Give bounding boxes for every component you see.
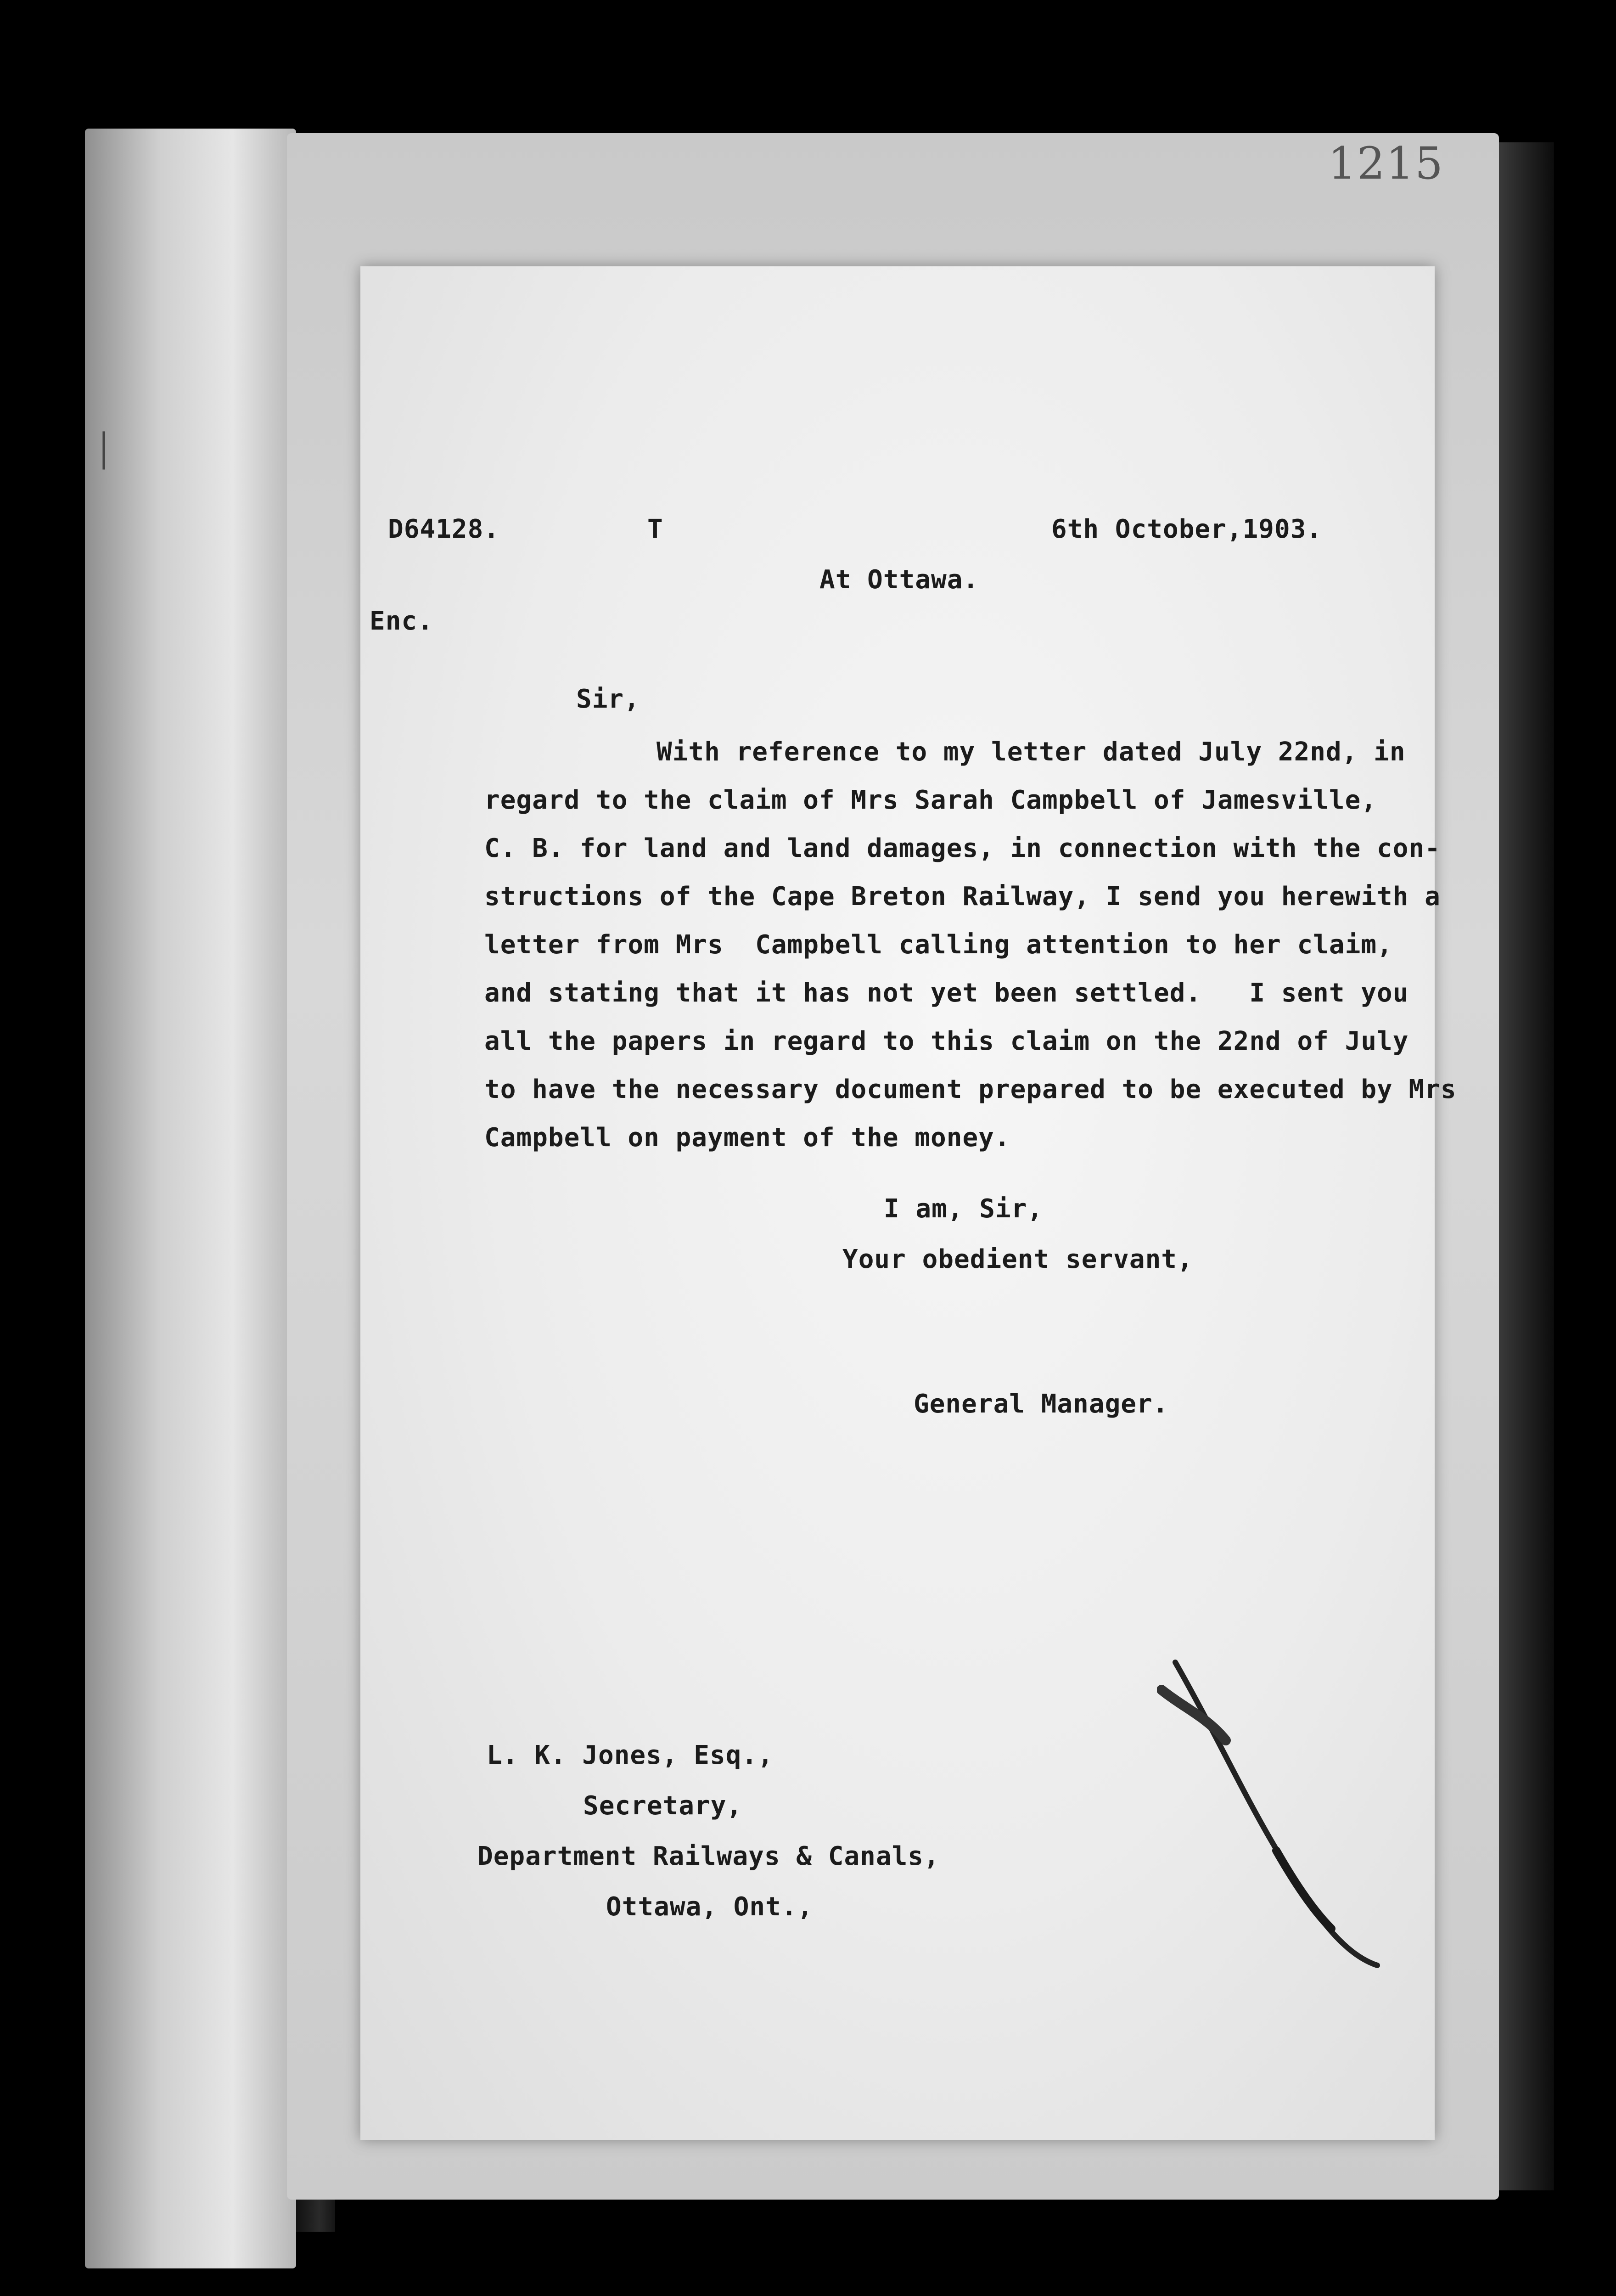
- reference-number: D64128.: [388, 514, 500, 544]
- salutation: Sir,: [576, 684, 640, 714]
- enclosure-note: Enc.: [370, 606, 433, 636]
- reference-mark: T: [647, 514, 663, 544]
- signature-stroke: [1157, 1635, 1386, 1984]
- page-number: 1215: [1328, 138, 1444, 189]
- addressee-title: Secretary,: [583, 1791, 743, 1821]
- body-line: letter from Mrs Campbell calling attention to her claim,: [484, 930, 1393, 960]
- addressee-name: L. K. Jones, Esq.,: [487, 1740, 774, 1770]
- body-line: and stating that it has not yet been settled. I sent you: [484, 978, 1409, 1008]
- addressee-department: Department Railways & Canals,: [477, 1841, 940, 1871]
- right-page-edge: [1499, 142, 1554, 2190]
- margin-mark: │: [94, 432, 114, 469]
- body-line: all the papers in regard to this claim on the 22nd of July: [484, 1026, 1409, 1056]
- letter-date: 6th October,1903.: [1051, 514, 1323, 544]
- closing-line: Your obedient servant,: [842, 1244, 1193, 1274]
- signature-title: General Manager.: [914, 1389, 1169, 1419]
- body-line: structions of the Cape Breton Railway, I send you herewith a: [484, 882, 1441, 912]
- body-line: regard to the claim of Mrs Sarah Campbell of Jamesville,: [484, 785, 1377, 815]
- letter-place: At Ottawa.: [819, 565, 979, 595]
- closing-line: I am, Sir,: [884, 1194, 1044, 1224]
- addressee-city: Ottawa, Ont.,: [606, 1892, 814, 1922]
- left-binding-page: [85, 129, 296, 2268]
- body-line: C. B. for land and land damages, in connection with the con-: [484, 833, 1441, 863]
- body-line: Campbell on payment of the money.: [484, 1123, 1010, 1153]
- body-line: With reference to my letter dated July 22nd, in: [656, 737, 1406, 767]
- body-line: to have the necessary document prepared to be executed by Mrs: [484, 1075, 1457, 1104]
